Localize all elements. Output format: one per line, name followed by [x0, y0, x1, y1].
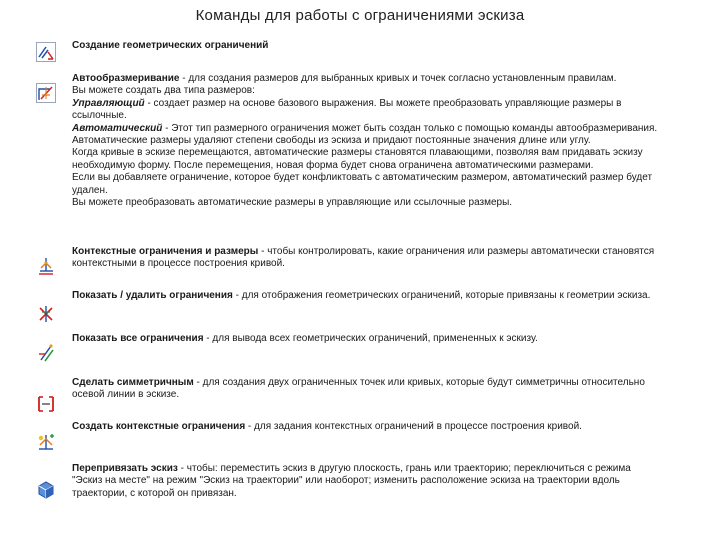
text-line: траектории, с которой он привязан. [72, 487, 237, 499]
command-name: Перепривязать эскиз [72, 463, 178, 474]
command-description [72, 421, 712, 433]
text-line: Автоматический - Этот тип размерного ограничения может быть создан только с помощью команды автообразмеривания. [72, 122, 658, 134]
command-description [72, 73, 712, 209]
page-title: Команды для работы с ограничениями эскиза [195, 7, 525, 24]
show-all-constraints-icon[interactable] [36, 343, 56, 363]
text-line: осевой линии в эскизе. [72, 389, 180, 401]
show-remove-constraints-icon[interactable] [36, 304, 56, 324]
command-description [72, 290, 712, 302]
text-line: Перепривязать эскиз - чтобы: переместить эскиз в другую плоскость, грань или траекторию; переключиться с режима [72, 463, 631, 474]
text-line: ссылочные. [72, 110, 127, 122]
text-line: "Эскиз на месте" на режим "Эскиз на траектории" или наоборот; изменить расположение эскиза на траектории вдоль [72, 475, 620, 487]
command-name: Создание геометрических ограничений [72, 40, 269, 51]
command-description [72, 40, 712, 52]
command-name: Контекстные ограничения и размеры [72, 246, 259, 257]
command-description [72, 246, 712, 271]
text-line: Автоматические размеры удаляют степени свободы из эскиза и придают постоянные значения длине или углу. [72, 135, 591, 147]
text-line: Сделать симметричным - для создания двух ограниченных точек или кривых, которые будут симметричны относительно [72, 377, 645, 388]
command-name: Сделать симметричным [72, 377, 194, 388]
text-line: Показать / удалить ограничения - для отображения геометрических ограничений, которые привязаны к геометрии эскиза. [72, 290, 651, 301]
command-name: Создать контекстные ограничения [72, 421, 246, 432]
command-description [72, 333, 712, 345]
command-description [72, 463, 712, 500]
text-line: необходимую форму. После перемещения, новая форма будет снова ограничена автоматическими размерами. [72, 159, 594, 171]
contextual-constraints-icon[interactable] [36, 256, 56, 276]
text-line: Создать контекстные ограничения - для задания контекстных ограничений в процессе построения кривой. [72, 421, 582, 432]
text-line: Вы можете преобразовать автоматические размеры в управляющие или ссылочные размеры. [72, 197, 513, 209]
reattach-sketch-icon[interactable] [36, 479, 56, 499]
command-name: Показать / удалить ограничения [72, 290, 233, 301]
command-name: Показать все ограничения [72, 333, 204, 344]
make-symmetric-icon[interactable] [36, 394, 56, 414]
text-line: Если вы добавляете ограничение, которое будет конфликтовать с автоматическим размером, автоматический размер будет [72, 172, 653, 184]
create-geometric-constraints-icon[interactable] [36, 42, 56, 62]
command-description [72, 377, 712, 402]
text-line: Автообразмеривание - для создания размеров для выбранных кривых и точек согласно установленным правилам. [72, 73, 617, 84]
text-line [72, 40, 712, 52]
text-line: контекстными в процессе построения кривой. [72, 258, 285, 270]
create-contextual-constraints-icon[interactable] [36, 433, 56, 453]
text-line: Показать все ограничения - для вывода всех геометрических ограничений, примененных к эскизу. [72, 333, 538, 344]
text-line: Когда кривые в эскизе перемещаются, автоматические размеры становятся плавающими, позволяя вам придавать эскизу [72, 147, 643, 159]
text-line: Управляющий - создает размер на основе базового выражения. Вы можете преобразовать управляющие размеры в [72, 97, 622, 109]
dimension-type-name: Управляющий [72, 97, 145, 109]
command-name: Автообразмеривание [72, 73, 180, 84]
text-line: Вы можете создать два типа размеров: [72, 85, 255, 97]
auto-dimensioning-icon[interactable] [36, 83, 56, 103]
text-line: удален. [72, 184, 108, 196]
text-line: Контекстные ограничения и размеры - чтобы контролировать, какие ограничения или размеры автоматически становятся [72, 246, 655, 257]
dimension-type-name: Автоматический [72, 122, 163, 134]
